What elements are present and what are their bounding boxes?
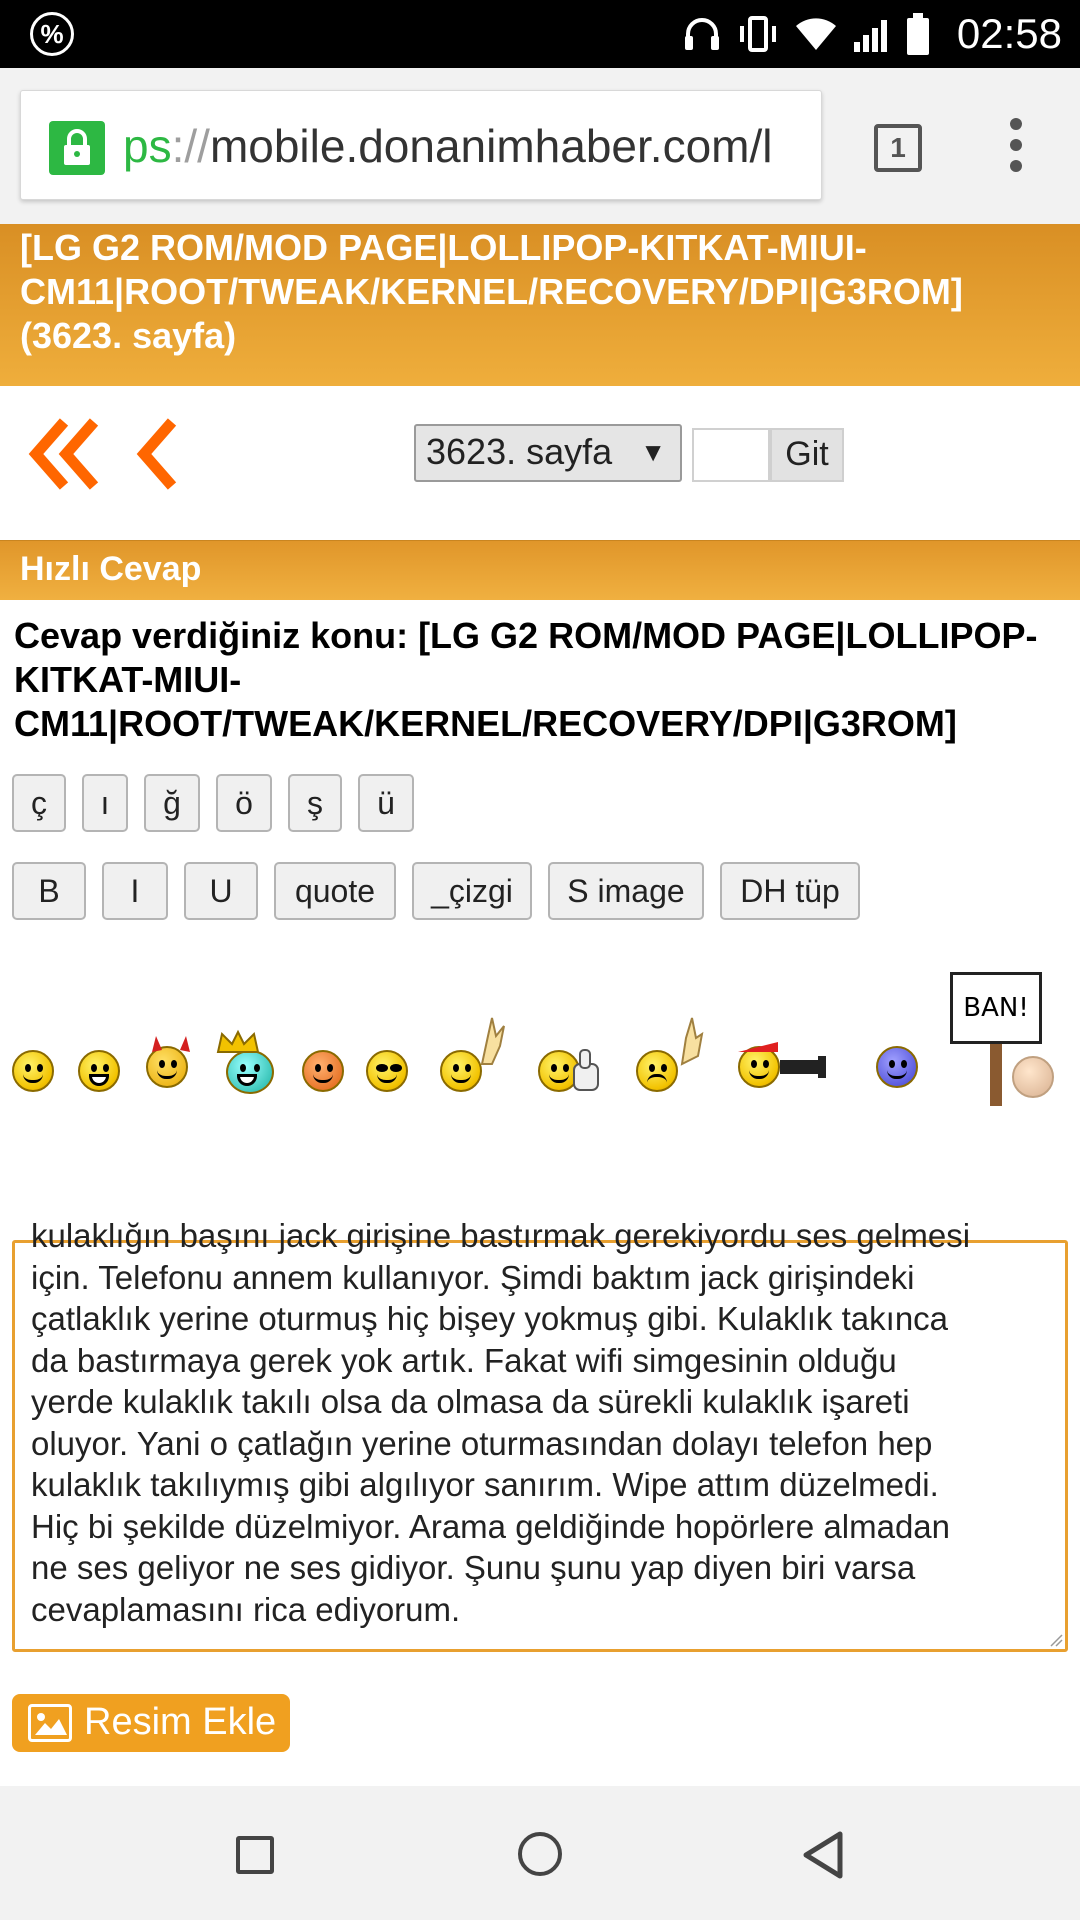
telescope-icon: [738, 1042, 828, 1086]
url-text: [123, 119, 772, 173]
sunglasses-emoji-icon[interactable]: [366, 1050, 408, 1092]
url-bar[interactable]: [20, 90, 822, 200]
topic-page-number: (3623. sayfa): [20, 315, 237, 356]
headset-icon: [682, 14, 722, 54]
char-button-s-cedilla[interactable]: ş: [288, 774, 342, 832]
char-button-g-breve[interactable]: ğ: [144, 774, 200, 832]
message-line: çatlaklık yerine oturmuş hiç bişey yokmuş gibi. Kulaklık takınca: [31, 1300, 949, 1337]
home-icon[interactable]: [518, 1832, 562, 1876]
char-button-u-umlaut[interactable]: ü: [358, 774, 414, 832]
url-host: mobile.donanimhaber.com/l: [209, 120, 773, 172]
topic-header: [0, 224, 1080, 386]
url-scheme: ps: [123, 120, 172, 172]
message-line: kulaklığın başını jack girişine bastırmak gerekiyordu ses gelmesi: [31, 1217, 971, 1254]
blush-emoji-icon[interactable]: [302, 1050, 344, 1092]
grin-emoji-icon[interactable]: [78, 1050, 120, 1092]
image-tag-button[interactable]: S image: [548, 862, 704, 920]
message-text: [31, 1215, 1051, 1630]
ban-sign-pole: [990, 1044, 1002, 1106]
wifi-icon: [794, 16, 838, 52]
message-line: ne ses geliyor ne ses gidiyor. Şunu şunu yap diyen biri varsa: [31, 1549, 916, 1586]
reply-to-topic: [14, 614, 1064, 746]
char-button-c-cedilla[interactable]: ç: [12, 774, 66, 832]
message-line: cevaplamasını rica ediyorum.: [31, 1590, 461, 1628]
clock: 02:58: [956, 10, 1062, 57]
char-button-dotless-i[interactable]: ı: [82, 774, 128, 832]
pager: [0, 386, 1080, 540]
url-separator: ://: [171, 120, 210, 172]
raised-hand-icon: [474, 1016, 510, 1066]
page-number-input[interactable]: [692, 428, 770, 482]
message-line: kulaklık takılıymış gibi algılıyor sanırım. Wipe attım düzelmedi.: [31, 1466, 939, 1503]
chevron-down-icon: ▼: [640, 437, 666, 467]
overflow-menu-icon[interactable]: [1004, 118, 1028, 178]
strikethrough-button[interactable]: _çizgi: [412, 862, 532, 920]
emoji-row: [0, 950, 1080, 1110]
message-line: yerde kulaklık takılı olsa da olmasa da sürekli kulaklık işareti: [31, 1383, 910, 1420]
message-line: oluyor. Yani o çatlağın yerine oturmasından dolayı telefon hep: [31, 1424, 933, 1462]
message-line: için. Telefonu annem kullanıyor. Şimdi baktım jack girişindeki: [31, 1258, 915, 1296]
dh-tube-button[interactable]: DH tüp: [720, 862, 860, 920]
blue-face-emoji-icon[interactable]: [876, 1046, 918, 1088]
topic-title-line2: CM11|ROOT/TWEAK/KERNEL/RECOVERY/DPI|G3ROM]: [20, 271, 963, 312]
tab-switcher-button[interactable]: 1: [874, 124, 922, 172]
signal-icon: [852, 16, 892, 52]
underline-button[interactable]: U: [184, 862, 258, 920]
reply-to-line1: Cevap verdiğiniz konu: [LG G2 ROM/MOD PAGE|LOLLIPOP-: [14, 615, 1038, 656]
first-page-icon[interactable]: [28, 414, 108, 494]
previous-page-icon[interactable]: [128, 414, 188, 494]
quote-button[interactable]: quote: [274, 862, 396, 920]
recents-icon[interactable]: [236, 1836, 274, 1874]
quick-reply-header: Hızlı Cevap: [0, 540, 1080, 600]
smile-emoji-icon[interactable]: [12, 1050, 54, 1092]
message-line: da bastırmaya gerek yok artık. Fakat wifi simgesinin olduğu: [31, 1341, 897, 1379]
resize-handle-icon[interactable]: [1049, 1633, 1063, 1647]
browser-toolbar: [0, 68, 1080, 224]
system-nav-bar: [0, 1786, 1080, 1920]
go-button[interactable]: Git: [770, 428, 844, 482]
devil-emoji-icon[interactable]: [146, 1046, 188, 1088]
message-line: Hiç bi şekilde düzelmiyor. Arama geldiğinde hopörlere almadan: [31, 1507, 951, 1545]
battery-icon: [906, 13, 930, 55]
message-textarea[interactable]: [12, 1217, 1068, 1652]
thumbs-up-icon: [570, 1048, 602, 1092]
vibrate-icon: [736, 14, 780, 54]
format-buttons: [12, 862, 876, 920]
italic-button[interactable]: I: [102, 862, 168, 920]
ban-sign-emoji[interactable]: BAN!: [950, 972, 1042, 1044]
reply-to-line2: KITKAT-MIUI-: [14, 659, 242, 700]
back-icon[interactable]: [798, 1830, 848, 1880]
ban-holder-emoji-icon: [1012, 1056, 1054, 1098]
pointing-finger-icon: [676, 1016, 708, 1066]
percent-badge-icon: %: [30, 12, 74, 56]
pointing-emoji-icon[interactable]: [636, 1050, 678, 1092]
add-image-button[interactable]: [12, 1694, 290, 1752]
image-icon: [28, 1704, 72, 1742]
add-image-label: Resim Ekle: [84, 1701, 277, 1743]
page-select-value: 3623. sayfa: [426, 431, 613, 472]
bold-button[interactable]: B: [12, 862, 86, 920]
char-button-o-umlaut[interactable]: ö: [216, 774, 272, 832]
devil-horns-icon: [148, 1036, 194, 1052]
crown-icon: [216, 1030, 260, 1054]
page-select[interactable]: [414, 424, 682, 482]
status-bar: [0, 0, 1080, 68]
topic-title-line1: [LG G2 ROM/MOD PAGE|LOLLIPOP-KITKAT-MIUI-: [20, 227, 867, 268]
turkish-char-buttons: [12, 774, 430, 832]
lock-icon: [49, 121, 105, 175]
reply-to-line3: CM11|ROOT/TWEAK/KERNEL/RECOVERY/DPI|G3ROM]: [14, 703, 957, 744]
king-emoji-icon[interactable]: [226, 1050, 274, 1094]
status-icons: [682, 10, 930, 58]
